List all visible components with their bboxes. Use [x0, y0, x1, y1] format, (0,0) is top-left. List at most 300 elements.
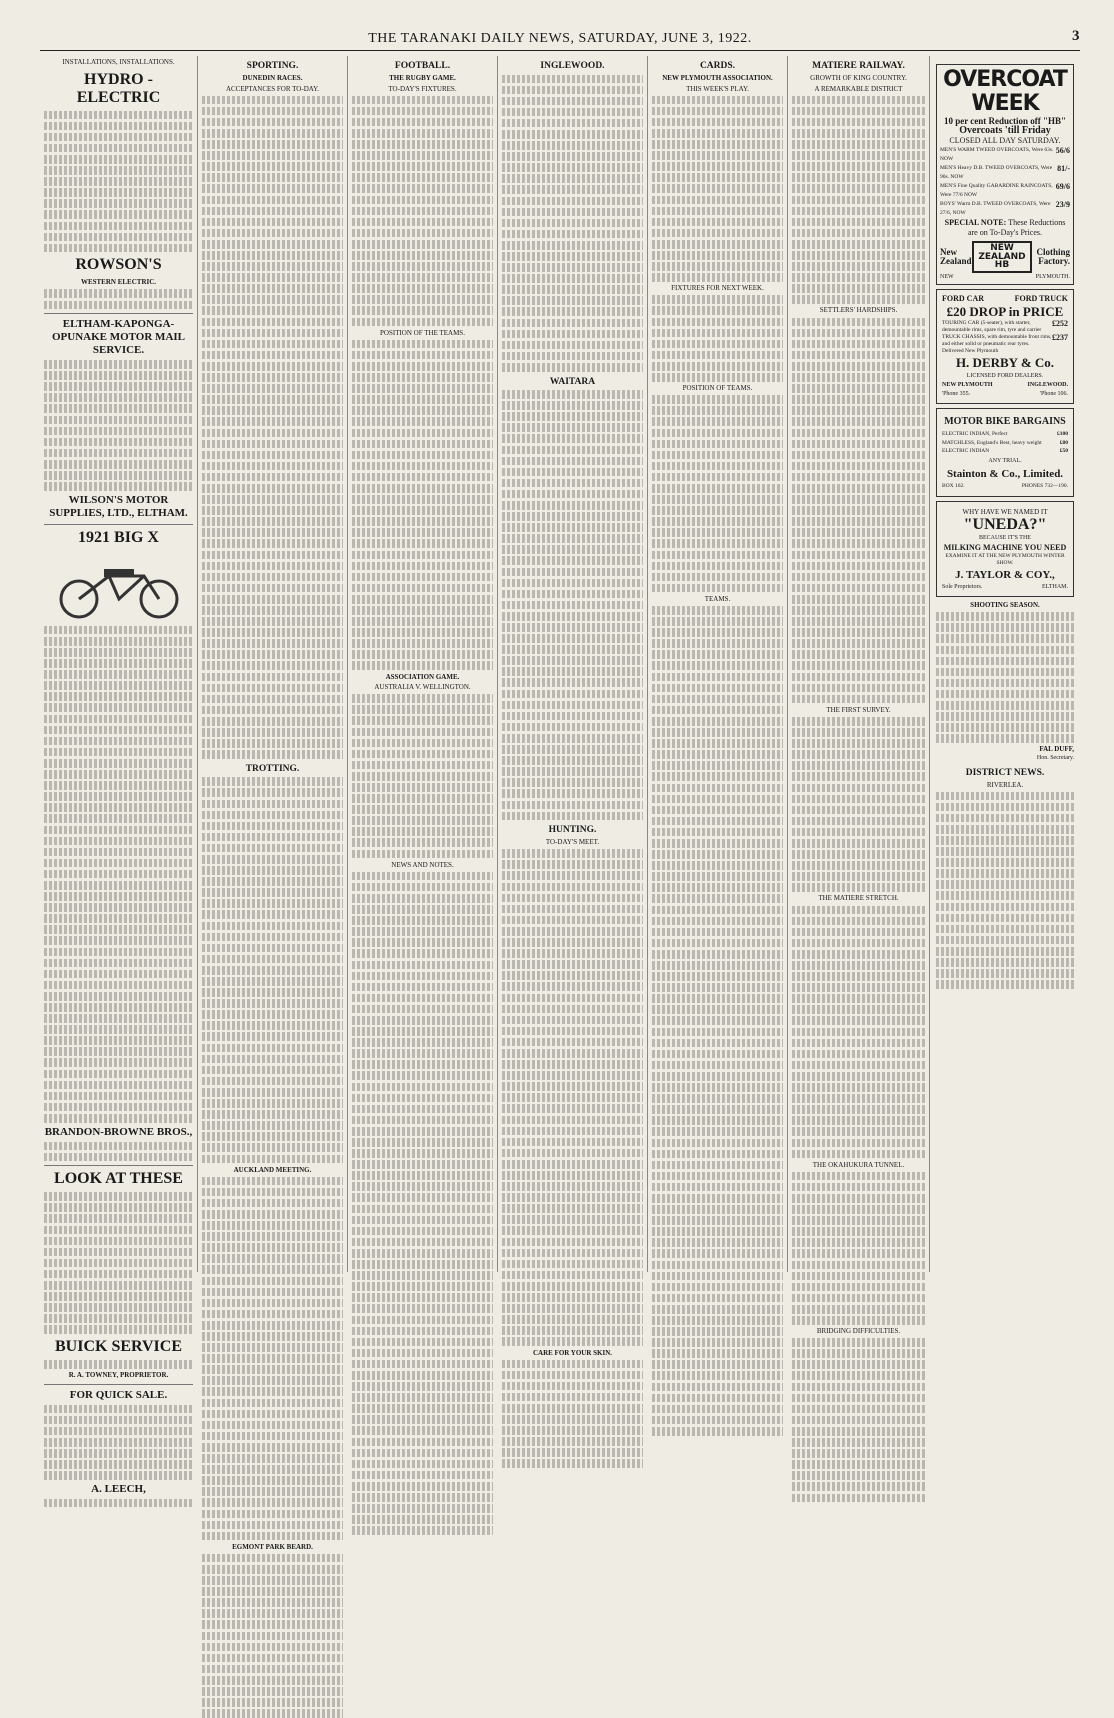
text-line	[352, 927, 493, 936]
text-line	[352, 118, 493, 127]
text-line	[652, 1294, 783, 1303]
text-line	[202, 822, 343, 831]
text-line	[44, 1192, 193, 1201]
text-line	[502, 1027, 643, 1036]
text-line	[352, 1227, 493, 1236]
text-line	[502, 319, 643, 328]
text-line	[44, 1153, 193, 1162]
hardships-heading: SETTLERS' HARDSHIPS.	[819, 306, 898, 315]
overcoat-title: OVERCOAT WEEK	[943, 67, 1067, 116]
text-line	[352, 1171, 493, 1180]
text-line	[352, 1094, 493, 1103]
text-line	[202, 1609, 343, 1618]
text-line	[936, 825, 1074, 834]
hb-logo: NEW ZEALAND HB	[972, 241, 1033, 273]
text-line	[202, 1277, 343, 1286]
text-line	[792, 772, 925, 781]
column-adverts: OVERCOAT WEEK 10 per cent Reduction off "HB" Overcoats 'till Friday CLOSED ALL DAY SATURDAY. MEN'S WARM TWEED OVERCOATS, Were 63s. NOW 56/6 MEN'S Heavy D.B. TWEED OVERCOATS, Were 90s. NOW 81/- MEN'S Fine Quality GABARDINE RAINCOATS, Were 77/6 NOW 69/6 BOYS' Warm D.B. TWEED OVERCOATS, Were 27/6, NOW 23/9 SPECIAL NOTE: These Reductions are on To-Day's Prices. New Zealand NEW ZEALAND HB Clothing Factory. NEW PLYMOUTH. FORD CAR FORD TRUCK £20 DROP in PRICE TOURING CAR (5-seater), with starter, demountable rims, spare rim, tyre and carrier £252 TRUCK CHASSIS, with demountable front rims, and either solid or pneumatic rear tyres. Delivered New Plymouth £237 H. DERBY & Co. LICENSED FORD DEALERS. NEW PLYMOUTH INGLEWOOD. 'Phone 355. 'Phone 106. MOTOR BIKE BARGAINS ELECTRIC INDIAN, Perfect £100 MATCHLESS, England's Best, heavy weight £80 ELECTRIC INDIAN £50 ANY TRIAL. Stainton & Co., Limited. BOX 162. PHONES 732—190. WHY HAVE WE NAMED IT "UNEDA?" BECAUSE IT'S THE MILKING MACHINE YOU NEED EXAMINE IT AT THE NEW PLYMOUTH WINTER SHOW. J. TAYLOR & COY., Sole Proprietors. ELTHAM. SHOOTING SEASON. FAL DUFF, Hon. Secretary. DISTRICT NEWS. RIVERLEA.	[930, 56, 1080, 1272]
text-line	[202, 811, 343, 820]
text-line	[502, 601, 643, 610]
text-line	[652, 162, 783, 171]
text-line	[502, 612, 643, 621]
text-line	[792, 362, 925, 371]
text-line	[652, 473, 783, 482]
text-line	[352, 351, 493, 360]
text-line	[792, 1460, 925, 1469]
look-heading: LOOK AT THESE	[54, 1170, 183, 1188]
text-line	[502, 1293, 643, 1302]
text-line	[792, 295, 925, 304]
text-line	[44, 133, 193, 142]
text-line	[652, 129, 783, 138]
text-line	[502, 1215, 643, 1224]
text-line	[352, 207, 493, 216]
price-row: BOYS' Warm D.B. TWEED OVERCOATS, Were 27/6, NOW 23/9	[940, 200, 1070, 216]
text-line	[202, 107, 343, 116]
text-line	[502, 960, 643, 969]
text-line	[936, 847, 1074, 856]
text-line	[352, 539, 493, 548]
text-line	[352, 606, 493, 615]
text-line	[352, 894, 493, 903]
text-line	[44, 648, 193, 657]
text-line	[792, 284, 925, 293]
text-line	[652, 817, 783, 826]
text-line	[352, 562, 493, 571]
text-line	[502, 219, 643, 228]
text-line	[652, 173, 783, 182]
text-line	[652, 650, 783, 659]
text-line	[44, 1281, 193, 1290]
text-line	[352, 473, 493, 482]
text-line	[792, 240, 925, 249]
text-line	[202, 966, 343, 975]
text-line	[44, 1025, 193, 1034]
text-line	[792, 273, 925, 282]
text-line	[202, 1399, 343, 1408]
text-line	[792, 340, 925, 349]
text-line	[652, 994, 783, 1003]
text-line	[352, 1138, 493, 1147]
text-line	[202, 1598, 343, 1607]
text-line	[202, 1288, 343, 1297]
text-line	[652, 1360, 783, 1369]
text-line	[502, 285, 643, 294]
text-line	[792, 684, 925, 693]
text-line	[652, 495, 783, 504]
text-line	[502, 446, 643, 455]
position-heading: POSITION OF THE TEAMS.	[380, 328, 465, 337]
text-line	[202, 922, 343, 931]
text-line	[352, 1271, 493, 1280]
text-line	[44, 1405, 193, 1414]
text-line	[652, 1150, 783, 1159]
text-line	[44, 781, 193, 790]
text-line	[502, 197, 643, 206]
text-line	[936, 880, 1074, 889]
text-line	[202, 196, 343, 205]
text-line	[502, 1282, 643, 1291]
column-sporting	[198, 56, 348, 1551]
text-line	[652, 351, 783, 360]
text-line	[202, 706, 343, 715]
text-line	[44, 726, 193, 735]
text-line	[652, 1161, 783, 1170]
text-line	[352, 451, 493, 460]
text-line	[502, 1104, 643, 1113]
text-line	[502, 916, 643, 925]
text-line	[652, 739, 783, 748]
text-line	[202, 1066, 343, 1075]
text-line	[202, 1132, 343, 1141]
text-line	[352, 1005, 493, 1014]
text-line	[202, 1032, 343, 1041]
text-line	[502, 1326, 643, 1335]
matiere-heading: MATIERE RAILWAY.	[812, 61, 905, 71]
text-line	[202, 1532, 343, 1541]
weeks-play-heading: THIS WEEK'S PLAY.	[686, 84, 749, 93]
text-line	[202, 684, 343, 693]
text-line	[202, 595, 343, 604]
text-line	[202, 1310, 343, 1319]
text-line	[202, 1021, 343, 1030]
text-line	[652, 506, 783, 515]
text-line	[792, 162, 925, 171]
text-line	[352, 750, 493, 759]
text-line	[352, 551, 493, 560]
text-line	[792, 1261, 925, 1270]
text-line	[652, 1005, 783, 1014]
special-note: SPECIAL NOTE: These Reductions are on To-Day's Prices.	[944, 218, 1066, 237]
text-line	[502, 690, 643, 699]
text-line	[502, 701, 643, 710]
text-line	[352, 573, 493, 582]
text-line	[652, 240, 783, 249]
text-line	[44, 859, 193, 868]
teams-position-heading: POSITION OF TEAMS.	[682, 384, 753, 393]
district-heading: DISTRICT NEWS.	[965, 767, 1045, 778]
text-line	[202, 1709, 343, 1718]
text-line	[202, 1121, 343, 1130]
text-line	[352, 716, 493, 725]
text-line	[202, 628, 343, 637]
text-line	[652, 207, 783, 216]
text-line	[792, 96, 925, 105]
text-line	[502, 296, 643, 305]
text-line	[202, 1088, 343, 1097]
text-line	[202, 1044, 343, 1053]
text-line	[44, 222, 193, 231]
text-line	[44, 881, 193, 890]
text-line	[652, 1405, 783, 1414]
text-line	[44, 155, 193, 164]
text-line	[502, 1060, 643, 1069]
text-line	[502, 667, 643, 676]
trotting-heading: TROTTING.	[245, 763, 300, 774]
text-line	[352, 262, 493, 271]
text-line	[352, 705, 493, 714]
text-line	[502, 634, 643, 643]
text-line	[44, 870, 193, 879]
text-line	[44, 1360, 193, 1369]
text-line	[652, 1016, 783, 1025]
text-line	[792, 906, 925, 915]
text-line	[202, 1487, 343, 1496]
text-line	[202, 1587, 343, 1596]
text-line	[502, 812, 643, 821]
text-line	[202, 462, 343, 471]
motor-heading: MOTOR BIKE BARGAINS	[944, 416, 1066, 428]
text-line	[44, 371, 193, 380]
sporting-heading: SPORTING.	[246, 61, 299, 71]
text-line	[352, 417, 493, 426]
text-line	[202, 306, 343, 315]
text-line	[44, 737, 193, 746]
text-line	[792, 883, 925, 892]
text-line	[936, 947, 1074, 956]
text-line	[44, 482, 193, 491]
text-line	[44, 1036, 193, 1045]
text-line	[352, 318, 493, 327]
text-line	[202, 484, 343, 493]
text-line	[502, 789, 643, 798]
text-line	[502, 756, 643, 765]
text-line	[502, 1204, 643, 1213]
text-line	[652, 661, 783, 670]
text-line	[652, 584, 783, 593]
text-line	[352, 1504, 493, 1513]
text-line	[792, 1416, 925, 1425]
text-line	[352, 362, 493, 371]
text-line	[652, 1416, 783, 1425]
text-line	[44, 903, 193, 912]
text-line	[502, 1304, 643, 1313]
text-line	[202, 262, 343, 271]
text-line	[792, 1150, 925, 1159]
text-line	[352, 484, 493, 493]
text-line	[792, 151, 925, 160]
text-line	[652, 850, 783, 859]
text-line	[352, 1449, 493, 1458]
text-line	[352, 151, 493, 160]
text-line	[502, 1360, 643, 1369]
text-line	[352, 429, 493, 438]
text-line	[652, 1305, 783, 1314]
text-line	[502, 1071, 643, 1080]
text-line	[936, 936, 1074, 945]
text-line	[44, 1237, 193, 1246]
text-line	[792, 673, 925, 682]
text-line	[44, 427, 193, 436]
text-line	[652, 551, 783, 560]
text-line	[44, 1416, 193, 1425]
text-line	[202, 944, 343, 953]
text-line	[792, 661, 925, 670]
text-line	[792, 1394, 925, 1403]
text-line	[352, 728, 493, 737]
text-line	[936, 903, 1074, 912]
text-line	[502, 801, 643, 810]
text-line	[352, 1260, 493, 1269]
text-line	[44, 1014, 193, 1023]
text-line	[44, 1114, 193, 1123]
text-line	[652, 484, 783, 493]
text-line	[352, 1438, 493, 1447]
text-line	[202, 1155, 343, 1164]
text-line	[202, 1099, 343, 1108]
text-line	[502, 1005, 643, 1014]
text-line	[44, 1070, 193, 1079]
text-line	[502, 1182, 643, 1191]
text-line	[792, 1083, 925, 1092]
text-line	[202, 517, 343, 526]
text-line	[202, 1354, 343, 1363]
text-line	[652, 1338, 783, 1347]
text-line	[792, 184, 925, 193]
text-line	[202, 551, 343, 560]
column-installations	[40, 56, 198, 1495]
text-line	[502, 230, 643, 239]
text-line	[792, 806, 925, 815]
text-line	[352, 1304, 493, 1313]
text-line	[352, 395, 493, 404]
text-line	[792, 140, 925, 149]
text-line	[44, 848, 193, 857]
text-line	[936, 814, 1074, 823]
text-line	[502, 501, 643, 510]
text-line	[202, 329, 343, 338]
inglewood-heading: INGLEWOOD.	[540, 61, 605, 71]
text-line	[936, 734, 1074, 743]
text-line	[352, 129, 493, 138]
text-line	[202, 1643, 343, 1652]
uneda-ad: WHY HAVE WE NAMED IT "UNEDA?" BECAUSE IT'S THE MILKING MACHINE YOU NEED EXAMINE IT AT THE NEW PLYMOUTH WINTER SHOW. J. TAYLOR & COY., Sole Proprietors. ELTHAM.	[936, 501, 1074, 598]
text-line	[202, 617, 343, 626]
text-line	[352, 1471, 493, 1480]
text-line	[652, 673, 783, 682]
text-line	[202, 1510, 343, 1519]
motorcycle-illustration	[44, 551, 194, 621]
text-line	[202, 866, 343, 875]
text-line	[202, 673, 343, 682]
text-line	[202, 295, 343, 304]
text-line	[936, 668, 1074, 677]
text-line	[502, 745, 643, 754]
remarkable-heading: A REMARKABLE DISTRICT	[814, 84, 903, 93]
text-line	[792, 1305, 925, 1314]
text-line	[936, 869, 1074, 878]
text-line	[202, 910, 343, 919]
text-line	[44, 670, 193, 679]
text-line	[352, 218, 493, 227]
text-line	[936, 623, 1074, 632]
text-line	[202, 1443, 343, 1452]
text-line	[792, 1127, 925, 1136]
text-line	[792, 406, 925, 415]
ford-car-label: FORD CAR	[942, 294, 984, 304]
text-line	[202, 506, 343, 515]
column-matiere	[788, 56, 930, 1336]
buick-heading: BUICK SERVICE	[54, 1337, 183, 1355]
text-line	[352, 517, 493, 526]
text-line	[652, 795, 783, 804]
text-line	[792, 961, 925, 970]
text-line	[652, 295, 783, 304]
text-line	[202, 1254, 343, 1263]
text-line	[792, 861, 925, 870]
text-line	[652, 1061, 783, 1070]
text-line	[936, 646, 1074, 655]
text-line	[502, 1337, 643, 1346]
text-line	[202, 1343, 343, 1352]
text-line	[652, 107, 783, 116]
text-line	[502, 252, 643, 261]
text-line	[202, 218, 343, 227]
text-line	[502, 1315, 643, 1324]
drop-heading: £20 DROP in PRICE	[946, 303, 1064, 319]
text-line	[44, 210, 193, 219]
text-line	[792, 329, 925, 338]
text-line	[652, 1327, 783, 1336]
text-line	[652, 1072, 783, 1081]
text-line	[202, 1465, 343, 1474]
price-row: MEN'S WARM TWEED OVERCOATS, Were 63s. NOW 56/6	[940, 146, 1070, 162]
text-line	[44, 460, 193, 469]
text-line	[792, 584, 925, 593]
text-line	[652, 562, 783, 571]
text-line	[792, 506, 925, 515]
derby-name: H. DERBY & Co.	[955, 354, 1055, 370]
text-line	[202, 777, 343, 786]
text-line	[652, 839, 783, 848]
text-line	[652, 417, 783, 426]
text-line	[502, 1116, 643, 1125]
text-line	[502, 656, 643, 665]
text-line	[44, 1303, 193, 1312]
text-line	[202, 1687, 343, 1696]
text-line	[44, 166, 193, 175]
text-line	[44, 449, 193, 458]
text-line	[352, 1216, 493, 1225]
text-line	[202, 739, 343, 748]
text-line	[44, 914, 193, 923]
text-line	[44, 289, 193, 298]
text-line	[936, 858, 1074, 867]
text-line	[652, 1283, 783, 1292]
closed-line: CLOSED ALL DAY SATURDAY.	[949, 136, 1061, 145]
text-line	[352, 1426, 493, 1435]
text-line	[202, 933, 343, 942]
notes-heading: NEWS AND NOTES.	[391, 860, 454, 869]
text-line	[792, 373, 925, 382]
text-line	[792, 1405, 925, 1414]
text-line	[652, 251, 783, 260]
tunnel-heading: THE OKAHUKURA TUNNEL.	[812, 1160, 905, 1169]
text-line	[202, 340, 343, 349]
text-line	[44, 1471, 193, 1480]
hydro-electric-heading: HYDRO - ELECTRIC	[76, 70, 161, 106]
text-line	[652, 617, 783, 626]
text-line	[792, 262, 925, 271]
text-line	[652, 695, 783, 704]
text-line	[652, 706, 783, 715]
text-line	[502, 1016, 643, 1025]
text-line	[44, 1248, 193, 1257]
text-line	[502, 849, 643, 858]
text-line	[202, 129, 343, 138]
text-line	[502, 645, 643, 654]
clothing-factory: New Zealand NEW ZEALAND HB Clothing Factory.	[940, 241, 1070, 273]
